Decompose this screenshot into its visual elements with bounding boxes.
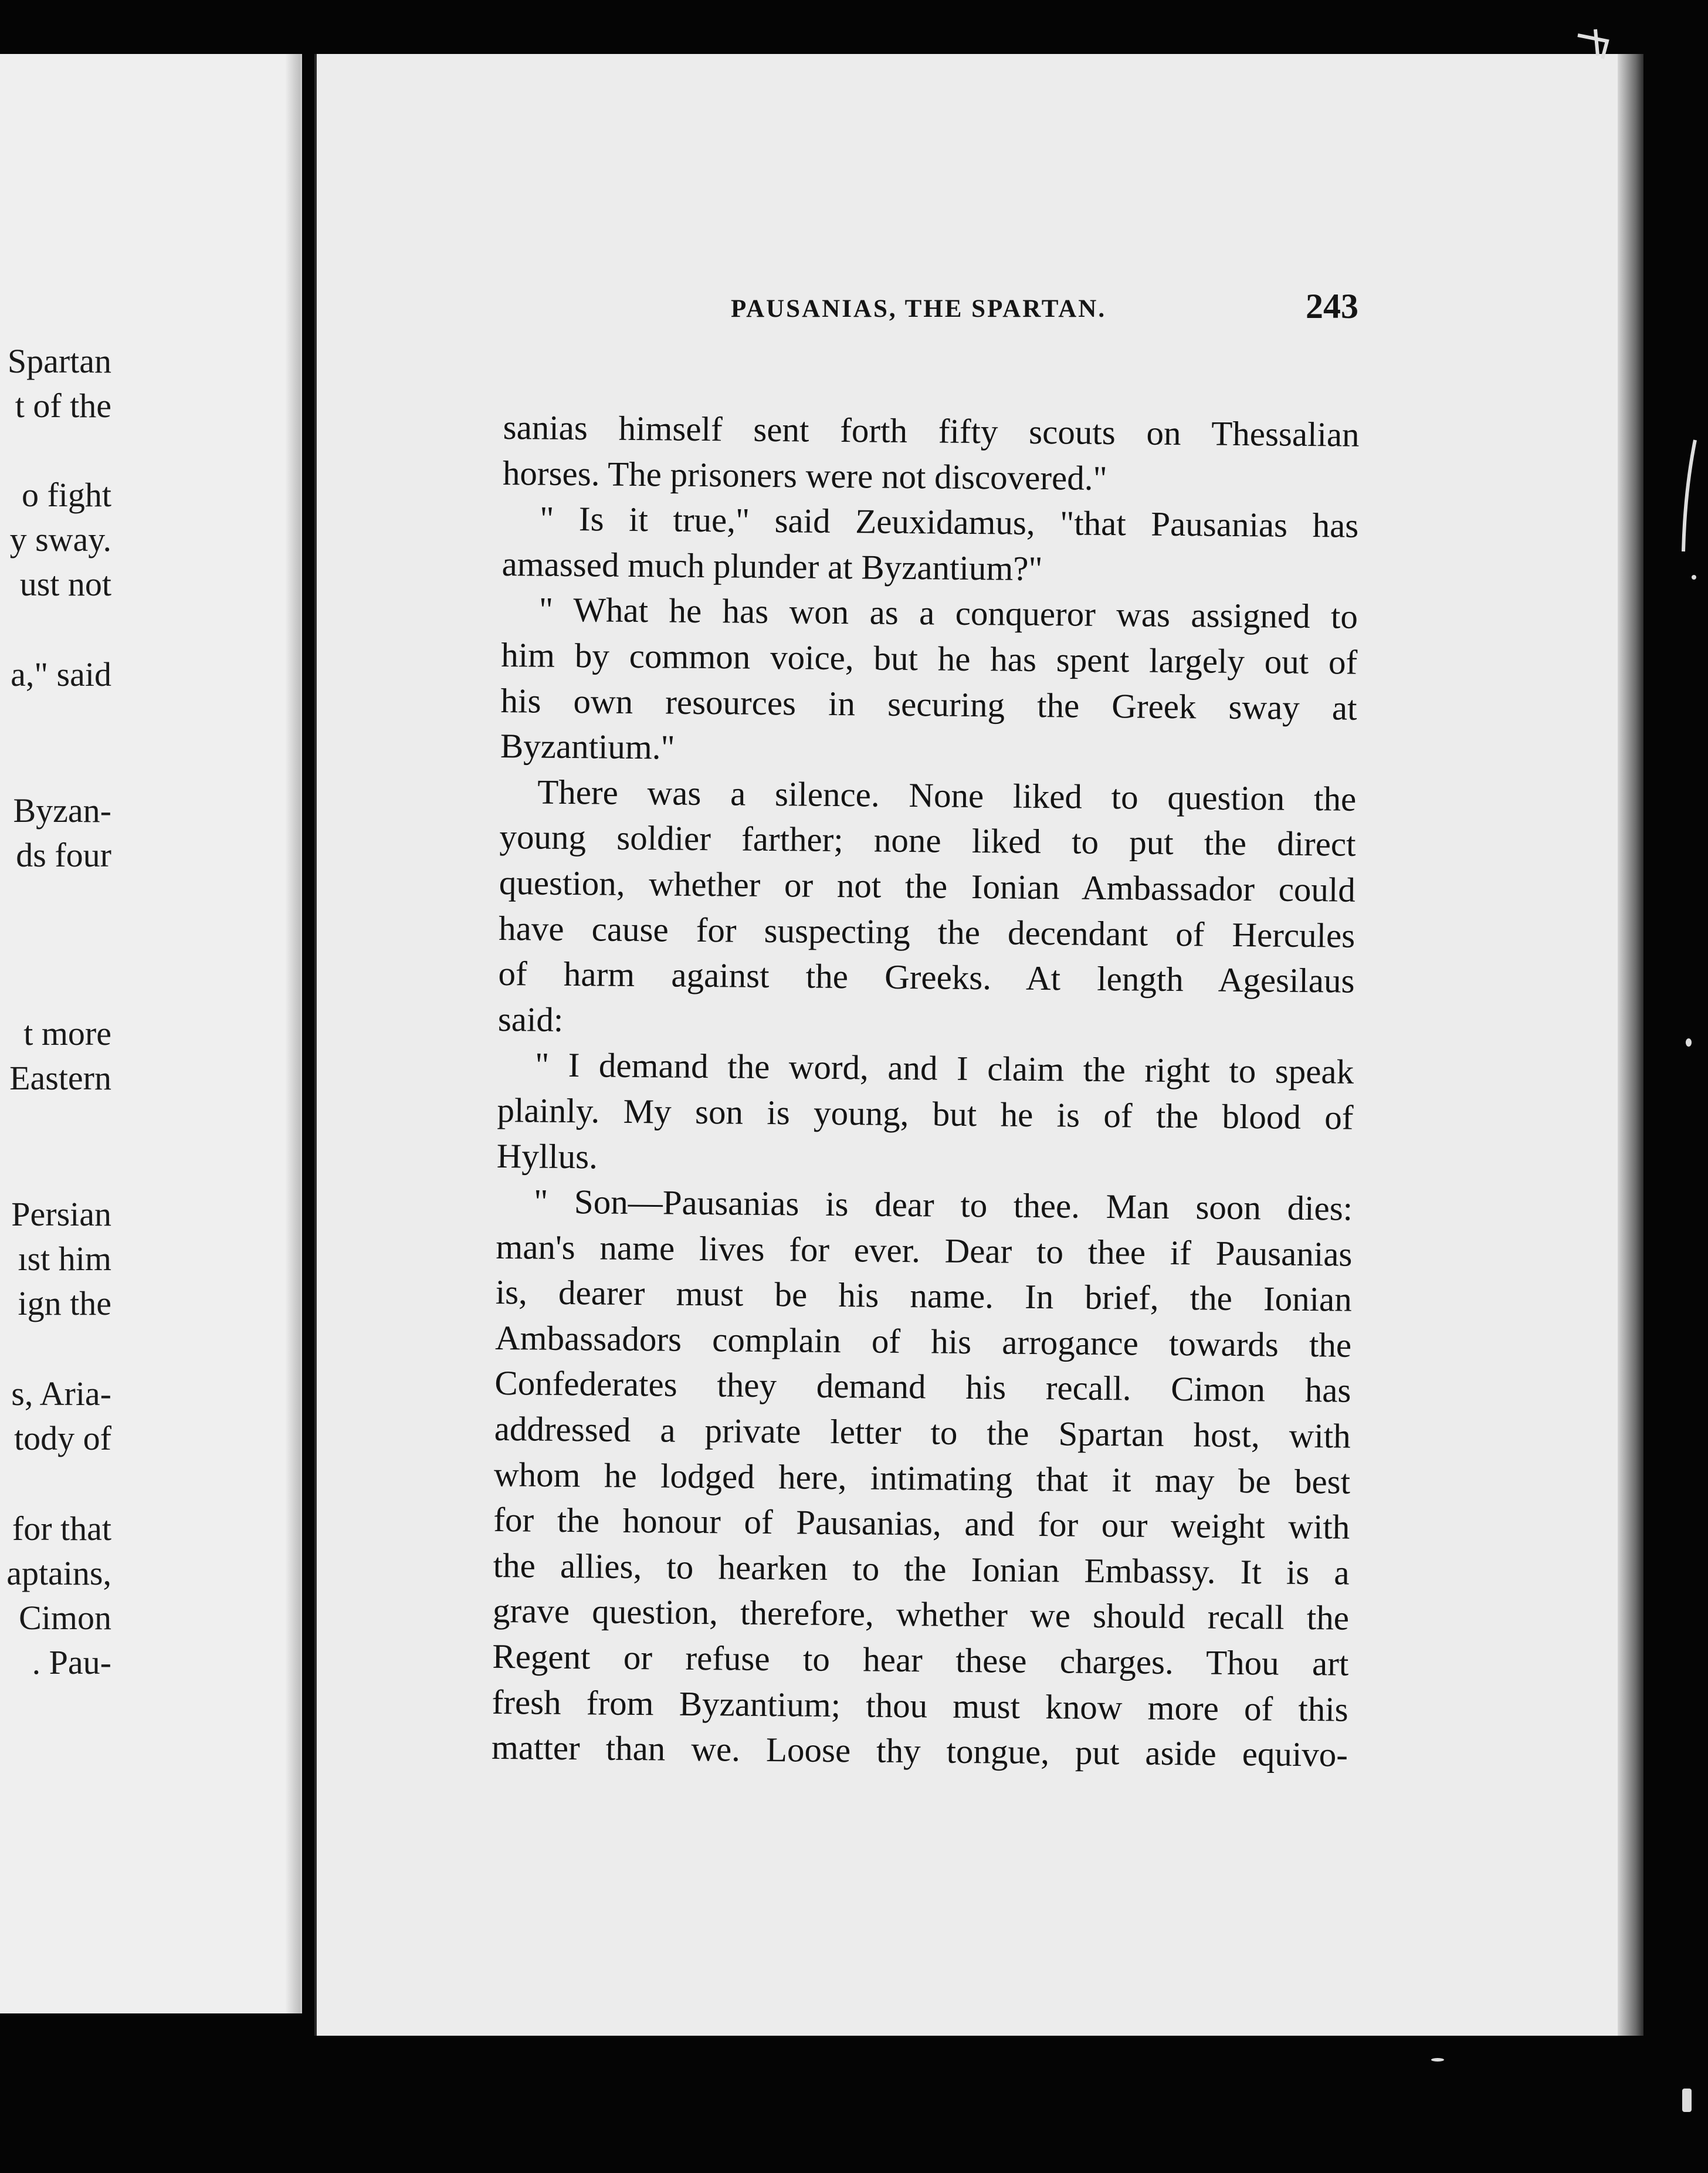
text-line: There was a silence. None liked to question the — [537, 772, 1357, 818]
scan-edge-artifact — [1672, 434, 1707, 563]
left-line: ust not — [19, 565, 111, 603]
text-line: for the honour of Pausanias, and for our weight with — [493, 1500, 1350, 1546]
left-line: . Pau- — [32, 1643, 111, 1681]
text-line: " What he has won as a conqueror was assigned to — [538, 590, 1358, 637]
text-line: amassed much plunder at Byzantium?" — [501, 544, 1043, 588]
scan-corner-artifact — [1572, 23, 1642, 70]
page-header — [317, 284, 1643, 337]
text-line: man's name lives for ever. Dear to thee if Pausanias — [496, 1227, 1353, 1274]
text-line: horses. The prisoners were not discovered." — [502, 453, 1107, 497]
text-line: " Is it true," said Zeuxidamus, "that Pausanias has — [540, 499, 1359, 545]
left-line: Byzan- — [13, 791, 111, 830]
text-line: " I demand the word, and I claim the right to speak — [534, 1045, 1354, 1092]
text-line: Regent or refuse to hear these charges. Thou art — [492, 1636, 1349, 1683]
text-line: matter than we. Loose thy tongue, put aside equivo- — [491, 1728, 1348, 1774]
text-line: is, dearer must be his name. In brief, the Ionian — [495, 1272, 1353, 1319]
text-line: " Son—Pausanias is dear to thee. Man soon dies: — [533, 1182, 1353, 1228]
left-line: ign the — [18, 1284, 111, 1322]
text-line: plainly. My son is young, but he is of the blood of — [497, 1090, 1354, 1137]
left-line: tody of — [14, 1419, 111, 1457]
text-line: the allies, to hearken to the Ionian Embassy. It is a — [493, 1545, 1350, 1592]
left-line: Spartan — [7, 342, 111, 380]
scan-speck — [1692, 575, 1696, 580]
body-text — [492, 405, 1360, 1778]
running-head: PAUSANIAS, THE SPARTAN. — [731, 295, 1107, 323]
text-line: fresh from Byzantium; thou must know more of this — [492, 1682, 1348, 1729]
scan-speck — [1431, 2058, 1444, 2062]
left-line: ds four — [16, 836, 111, 874]
text-line: of harm against the Greeks. At length Agesilaus — [498, 954, 1355, 1000]
left-line: y sway. — [9, 520, 111, 559]
left-line: a," said — [11, 655, 111, 693]
left-line: Cimon — [19, 1599, 111, 1637]
text-line: grave question, therefore, whether we should recall the — [492, 1591, 1350, 1638]
left-line: for that — [12, 1509, 111, 1548]
scan-speck — [1686, 1038, 1692, 1047]
text-line: Ambassadors complain of his arrogance towards the — [494, 1318, 1352, 1365]
left-line: Persian — [11, 1195, 111, 1233]
left-line: o fight — [21, 476, 111, 514]
right-page — [314, 54, 1643, 2036]
text-line: question, whether or not the Ionian Ambassador could — [499, 862, 1356, 909]
page-number: 243 — [1306, 287, 1358, 326]
text-line: said: — [497, 999, 564, 1039]
left-line: ıst him — [18, 1240, 111, 1278]
text-line: young soldier farther; none liked to put the direct — [499, 817, 1356, 864]
text-line: have cause for suspecting the decendant of Hercules — [498, 908, 1355, 955]
left-line: aptains, — [6, 1554, 111, 1592]
text-line: Byzantium." — [500, 726, 675, 767]
text-line: addressed a private letter to the Spartan host, with — [494, 1409, 1351, 1456]
text-line: Confederates they demand his recall. Cimon has — [494, 1363, 1351, 1410]
text-line: him by common voice, but he has spent largely out of — [500, 635, 1358, 682]
left-line: t more — [23, 1014, 111, 1052]
gutter-shadow — [285, 54, 300, 2013]
scan-speck — [1682, 2089, 1692, 2112]
page-edge-shadow — [1618, 54, 1643, 2036]
text-line: sanias himself sent forth fifty scouts on Thessalian — [503, 407, 1360, 454]
left-line: s, Aria- — [11, 1375, 111, 1413]
text-line: Hyllus. — [496, 1136, 598, 1176]
text-line: whom he lodged here, intimating that it may be best — [493, 1454, 1351, 1501]
left-facing-page — [0, 54, 302, 2013]
text-line: his own resources in securing the Greek sway at — [500, 681, 1357, 727]
left-page-text — [0, 54, 111, 2013]
left-line: Eastern — [9, 1059, 111, 1097]
left-line: t of the — [15, 387, 111, 425]
